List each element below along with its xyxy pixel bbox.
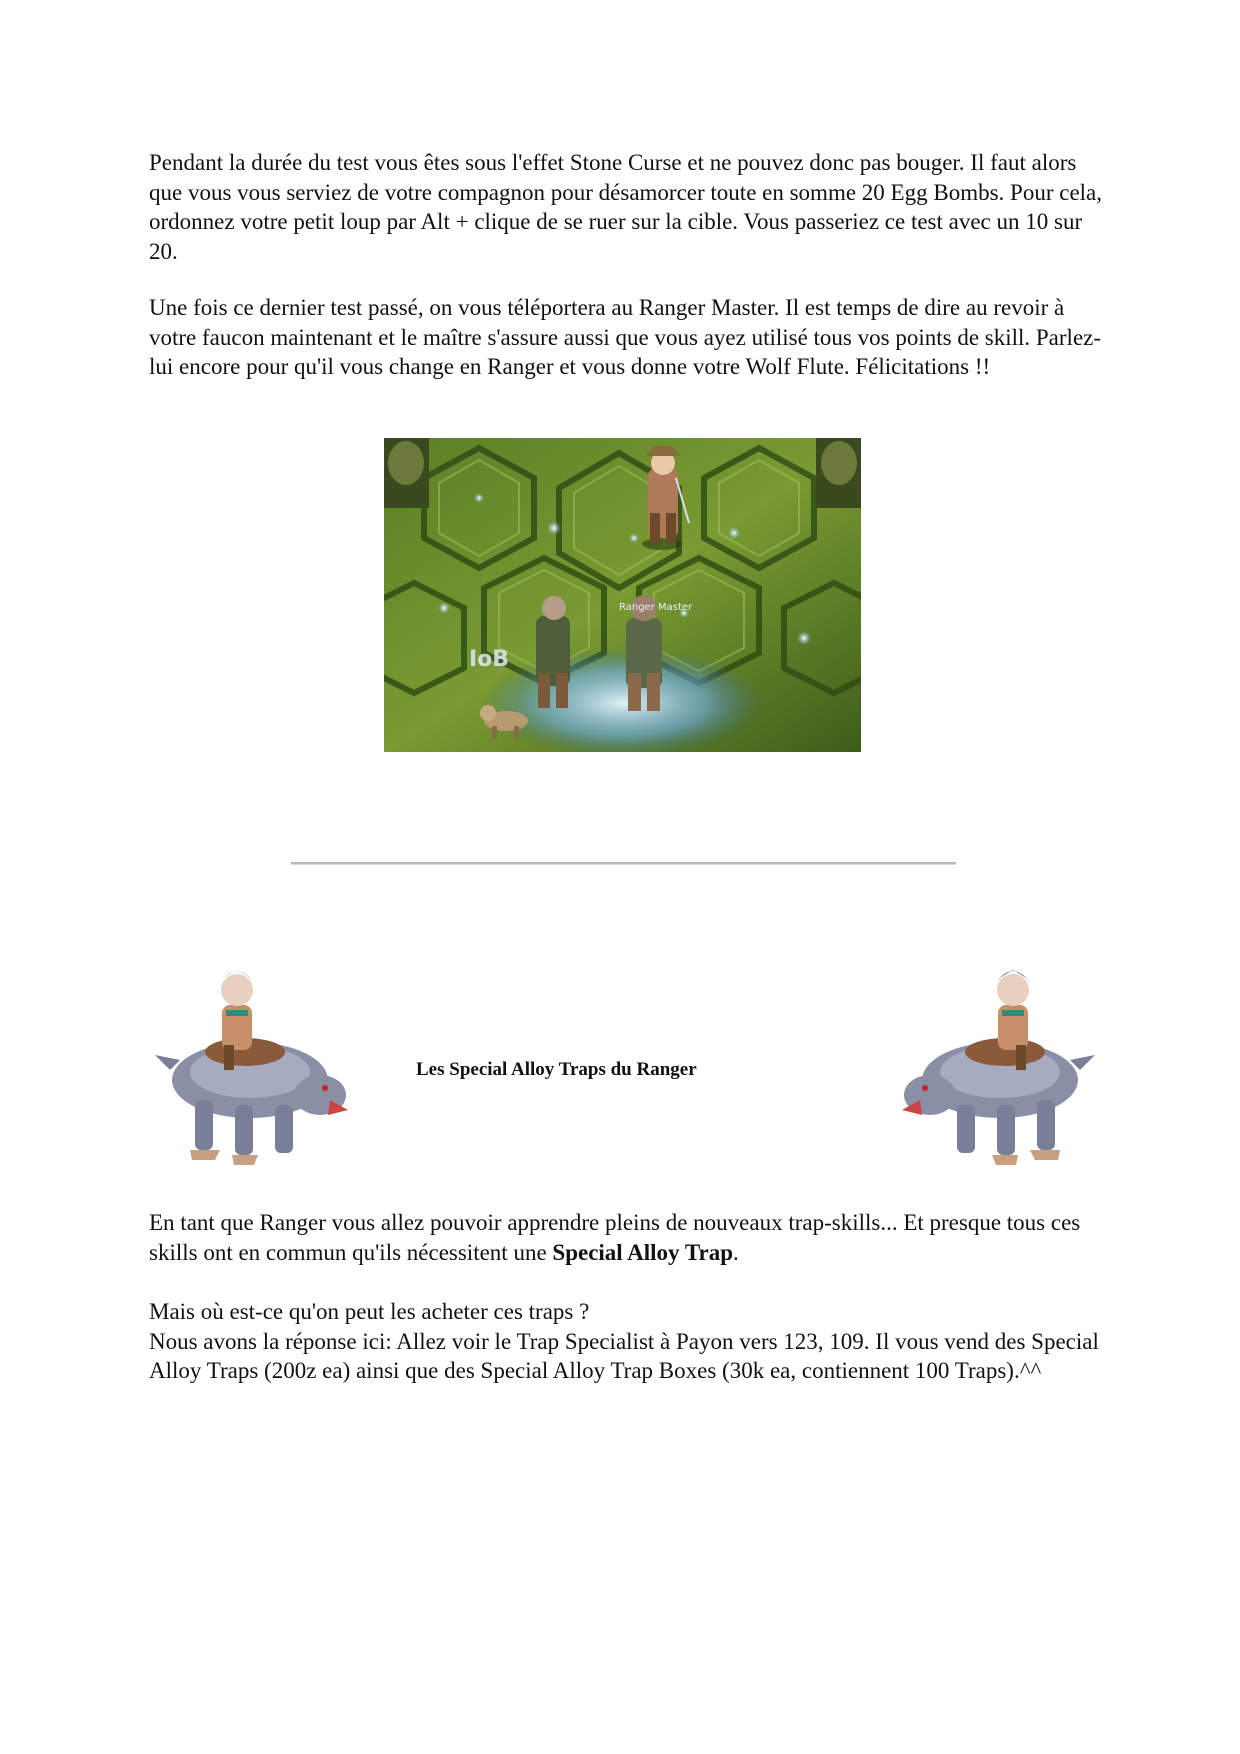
ranger-wolf-sprite-left (150, 960, 350, 1170)
npc-name-label: Ranger Master (619, 602, 693, 613)
horizontal-rule (291, 862, 956, 865)
question-line: Mais où est-ce qu'on peut les acheter ces traps ? (149, 1299, 590, 1324)
paragraph-trap-skills (149, 1208, 1109, 1267)
paragraph-where-to-buy (149, 1297, 1109, 1386)
paragraph-trap-skills-text: En tant que Ranger vous allez pouvoir apprendre pleins de nouveaux trap-skills... Et presque tous ces skills ont en commun qu'ils nécessitent une (149, 1210, 1081, 1265)
player-name-label: IoB (469, 647, 510, 672)
paragraph-stone-curse-test: Pendant la durée du test vous êtes sous l'effet Stone Curse et ne pouvez donc pas bouger. Il faut alors que vous vous serviez de votre compagnon pour désamorcer toute en somme 20 Egg Bombs. Pour cela, ordonnez votre petit loup par Alt + clique de se ruer sur la cible. Vous passeriez ce test avec un 10 sur 20. (149, 150, 1102, 264)
ranger-master-game-screenshot (384, 438, 861, 752)
section-title: Les Special Alloy Traps du Ranger (416, 1059, 697, 1080)
answer-text: Nous avons la réponse ici: Allez voir le Trap Specialist à Payon vers 123, 109. Il vous vend des Special Alloy Traps (200z ea) ainsi que des Special Alloy Trap Boxes (30k ea, contiennent 100 Traps).^^ (149, 1328, 1099, 1383)
paragraph-trap-skills-end: . (733, 1239, 739, 1265)
ranger-wolf-sprite-right (900, 960, 1100, 1170)
paragraph-ranger-master: Une fois ce dernier test passé, on vous téléportera au Ranger Master. Il est temps de dire au revoir à votre faucon maintenant et le maître s'assure aussi que vous ayez utilisé tous vos points de skill. Parlez-lui encore pour qu'il vous change en Ranger et vous donne votre Wolf Flute. Félicitations !! (149, 295, 1102, 379)
special-alloy-trap-emphasis: Special Alloy Trap (552, 1239, 734, 1265)
